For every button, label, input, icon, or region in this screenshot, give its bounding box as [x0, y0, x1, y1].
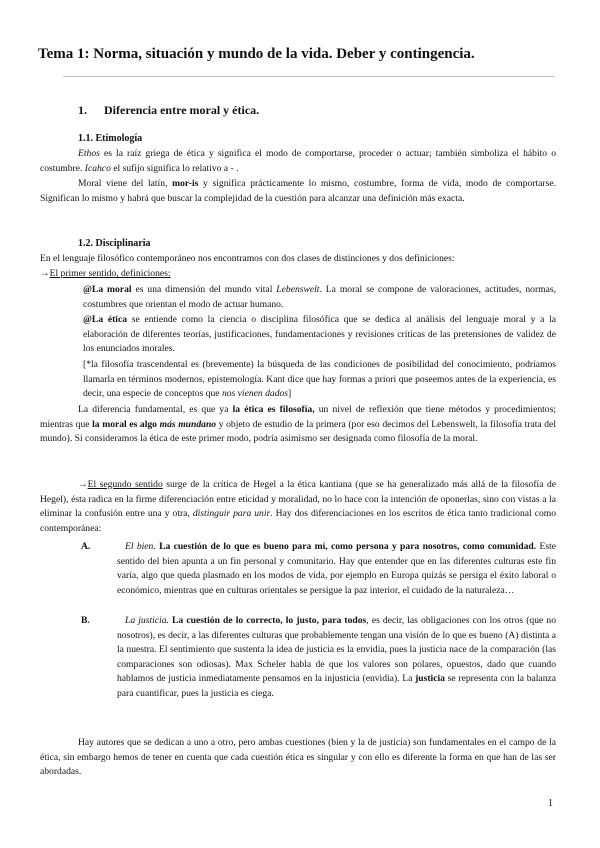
list-item-b: B. La justicia. La cuestión de lo correcto, lo justo, para todos, es decir, las obligaciones con los otros (que no nosotros), es decir, a las diferentes culturas que probablemente tengan una visión de lo que es bueno (A) distinta a la nuestra. El sentimiento que sustenta la idea de justicia es la envidia, pues la justicia nace de la comparación (las comparaciones son odiosas). Max Scheler habla de que los valores son polares, opuestos, dado que cuando hablamos de justicia inmediatamente pensamos en la injusticia (envidia). La justicia se representa con la balanza para cuantificar, pues la justicia es ciega.: [81, 615, 557, 699]
note-transcendental: [*la filosofía trascendental es (brevemente) la búsqueda de las condiciones de posibilidad del conocimiento, podríamos llamarla en términos modernos, epistemología. Kant dice que hay formas a priori que poseemos antes de la experiencia, es decir, una especie de conceptos que nos vienen dados]: [83, 359, 556, 400]
list-item-a: A. El bien. La cuestión de lo que es bueno para mí, como persona y para nosotros, como comunidad. Este sentido del bien apunta a un fin personal y comunitario. Hay que entender que en las diferentes culturas este fin varía, algo que queda plasmado en los modos de vida, por ejemplo en Europa quizás se persiga el éxito laboral o económico, mientras que en culturas orientales se persigue la paz interior, el cuidado de la naturaleza…: [81, 541, 557, 596]
paragraph-ethos: Ethos es la raíz griega de ética y significa el modo de comportarse, proceder o actuar; también simboliza el hábito o costumbre. Icahco el sufijo significa lo relativo a - .: [40, 148, 556, 174]
paragraph-intro: En el lenguaje filosófico contemporáneo nos encontramos con dos clases de distinciones y dos definiciones:: [40, 253, 455, 264]
page-number: 1: [548, 798, 553, 809]
arrow-icon: →: [40, 268, 50, 279]
first-sense-line: [40, 267, 556, 282]
definition-etica: @La ética se entiende como la ciencia o disciplina filosófica que se dedica al análisis del lenguaje moral y a la elaboración de diferentes teorías, justificaciones, fundamentaciones y revisiones críticas de las pretensiones de validez de los enunciados morales.: [83, 314, 556, 355]
subsection-heading-etimologia: 1.1. Etimología: [78, 133, 143, 144]
section-number: 1.: [78, 103, 87, 117]
list-marker-a: A.: [81, 541, 91, 552]
section-label: Diferencia entre moral y ética.: [104, 103, 260, 117]
arrow-icon: →: [78, 479, 88, 490]
document-title: Tema 1: Norma, situación y mundo de la vida. Deber y contingencia.: [38, 46, 475, 62]
first-sense-label: El primer sentido, definiciones:: [49, 268, 171, 279]
list-marker-b: B.: [81, 615, 90, 626]
paragraph-moral-latin: Moral viene del latín, mor-is y significa prácticamente lo mismo, costumbre, forma de vida, modo de comportarse. Significan lo mismo y habrá que buscar la complejidad de la cuestión para alcanzar una definición más exacta.: [40, 178, 556, 204]
paragraph-second-sense: →El segundo sentido surge de la crítica de Hegel a la ética kantiana (que se ha generalizado más allá de la filosofía de Hegel), ésta radica en la firme diferenciación entre eticidad y moralidad, no lo hace con la intención de oponerlas, sino con vistas a la eliminar la confusión entre una y otra, distinguir para unir. Hay dos diferenciaciones en los escritos de ética tanto tradicional como contemporánea:: [40, 479, 557, 534]
subsection-heading-disciplinaria: 1.2. Disciplinaria: [78, 238, 151, 249]
section-heading: [78, 103, 259, 118]
paragraph-fundamental-difference: La diferencia fundamental, es que ya la ética es filosofía, un nivel de reflexión que tiene métodos y procedimientos; mientras que la moral es algo más mundano y objeto de estudio de la primera (por eso decimos del Lebenswelt, la filosofía trata del mundo). Si consideramos la ética de este primer modo, podría asimismo ser designada como filosofía de la moral.: [40, 404, 556, 445]
title-divider: [63, 76, 555, 77]
paragraph-closing: Hay autores que se dedican a uno a otro, pero ambas cuestiones (bien y la de justicia) son fundamentales en el campo de la ética, sin embargo hemos de tener en cuenta que cada cuestión ética es singular y con ello es diferente la forma en que han de las ser abordadas.: [40, 737, 556, 778]
definition-moral: @La moral es una dimensión del mundo vital Lebenswelt. La moral se compone de valoraciones, actitudes, normas, costumbres que orientan el modo de actuar humano.: [83, 284, 557, 310]
